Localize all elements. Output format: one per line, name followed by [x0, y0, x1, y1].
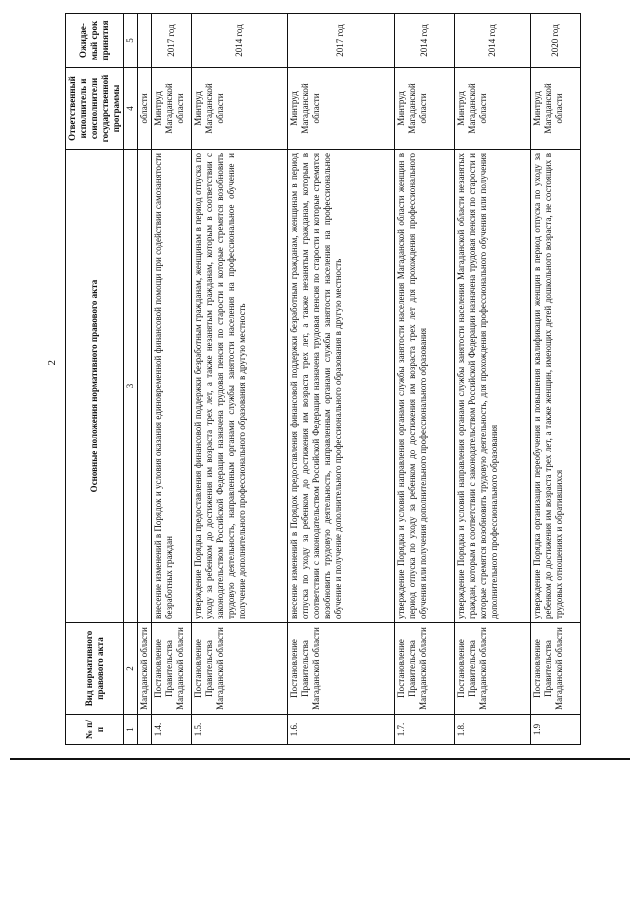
cell-term — [138, 14, 152, 68]
table-header-row — [66, 14, 124, 745]
page-number: 2 — [46, 360, 58, 366]
table-row — [192, 14, 288, 745]
table-row — [152, 14, 192, 745]
cell-provisions: внесение изменений в Порядок предоставления финансовой поддержки безработным гражданам, женщинам в период отпуска по уходу за ребенком до достижения им возраста трех лет, а также незанятым гражданам, которым в соответствии с законодательством Российской Федерации назначена трудовая пенсия по старости и которые стремятся возобновить трудовую деятельность, направленным органами службы занятости населения на профессиональное обучение и получение дополнительного профессионального образования в другую местность — [288, 150, 394, 623]
cell-provisions: утверждение Порядка и условий направления органами службы занятости населения Магаданской области женщин в период отпуска по уходу за ребенком до достижения им возраста трех лет для прохождения профессионального обучения или получения дополнительного профессионального образования — [394, 150, 454, 623]
cell-kind: Магаданской области — [138, 623, 152, 715]
cell-term: 2014 год — [454, 14, 530, 68]
cell-num: 1.4. — [152, 715, 192, 745]
cell-responsible: Минтруд Магаданской области — [152, 68, 192, 150]
cell-provisions: утверждение Порядка и условий направления органами службы занятости населения Магаданской области незанятых граждан, которым в соответствии с законодательством Российской Федерации назначена трудовая пенсия по старости и которые стремятся возобновить трудовую деятельность, для прохождения профессионального обучения или получения дополнительного профессионального образования — [454, 150, 530, 623]
cell-provisions — [138, 150, 152, 623]
cell-provisions: утверждение Порядка предоставления финансовой поддержки безработным гражданам, женщинам в период отпуска по уходу за ребенком до достижения им возраста трех лет, а также незанятым гражданам, которым в соответствии с законодательством Российской Федерации назначена трудовая пенсия по старости и которые стремятся возобновить трудовую деятельность, направленным органами службы занятости населения на профессиональное обучение и получение дополнительного профессионального образования в другую местность — [192, 150, 288, 623]
table-row — [530, 14, 580, 745]
column-numbers-row — [124, 14, 138, 745]
cell-responsible: Минтруд Магаданской области — [530, 68, 580, 150]
table-row — [288, 14, 394, 745]
cell-kind: Постановление Правительства Магаданской области — [192, 623, 288, 715]
page-divider-line — [10, 758, 630, 760]
col-number: 2 — [124, 623, 138, 715]
cell-kind: Постановление Правительства Магаданской области — [288, 623, 394, 715]
header-num: № п/п — [66, 715, 124, 745]
header-responsible: Ответственный исполнитель и соисполнители государственной программы — [66, 68, 124, 150]
table-row — [454, 14, 530, 745]
cell-num: 1.8. — [454, 715, 530, 745]
cell-kind: Постановление Правительства Магаданской области — [530, 623, 580, 715]
header-provisions: Основные положения нормативного правового акта — [66, 150, 124, 623]
cell-term: 2014 год — [394, 14, 454, 68]
cell-responsible: Минтруд Магаданской области — [192, 68, 288, 150]
cell-responsible: области — [138, 68, 152, 150]
cell-term: 2017 год — [152, 14, 192, 68]
cell-num: 1.5. — [192, 715, 288, 745]
col-number: 1 — [124, 715, 138, 745]
col-number: 4 — [124, 68, 138, 150]
regulatory-acts-table — [65, 13, 581, 745]
cell-provisions: внесение изменений в Порядок и условия оказания единовременной финансовой помощи при содействии самозанятости безработных граждан — [152, 150, 192, 623]
cell-provisions: утверждение Порядка организации переобучения и повышения квалификации женщин в период отпуска по уходу за ребенком до достижения им возраста трех лет, а также женщин, имеющих детей дошкольного возраста, не состоящих в трудовых отношениях и обратившихся — [530, 150, 580, 623]
cell-num: 1.9 — [530, 715, 580, 745]
cell-responsible: Минтруд Магаданской области — [454, 68, 530, 150]
header-kind: Вид нормативного правового акта — [66, 623, 124, 715]
landscape-page — [65, 14, 581, 745]
table-row — [394, 14, 454, 745]
table-row — [138, 14, 152, 745]
cell-kind: Постановление Правительства Магаданской области — [152, 623, 192, 715]
cell-num: 1.7. — [394, 715, 454, 745]
cell-kind: Постановление Правительства Магаданской области — [454, 623, 530, 715]
col-number: 5 — [124, 14, 138, 68]
document-table-container — [65, 14, 581, 745]
cell-num: 1.6. — [288, 715, 394, 745]
col-number: 3 — [124, 150, 138, 623]
cell-term: 2014 год — [192, 14, 288, 68]
cell-kind: Постановление Правительства Магаданской области — [394, 623, 454, 715]
cell-responsible: Минтруд Магаданской области — [394, 68, 454, 150]
cell-term: 2017 год — [288, 14, 394, 68]
cell-num — [138, 715, 152, 745]
header-term: Ожидае-мый срок принятия — [66, 14, 124, 68]
cell-term: 2020 год — [530, 14, 580, 68]
cell-responsible: Минтруд Магаданской области — [288, 68, 394, 150]
